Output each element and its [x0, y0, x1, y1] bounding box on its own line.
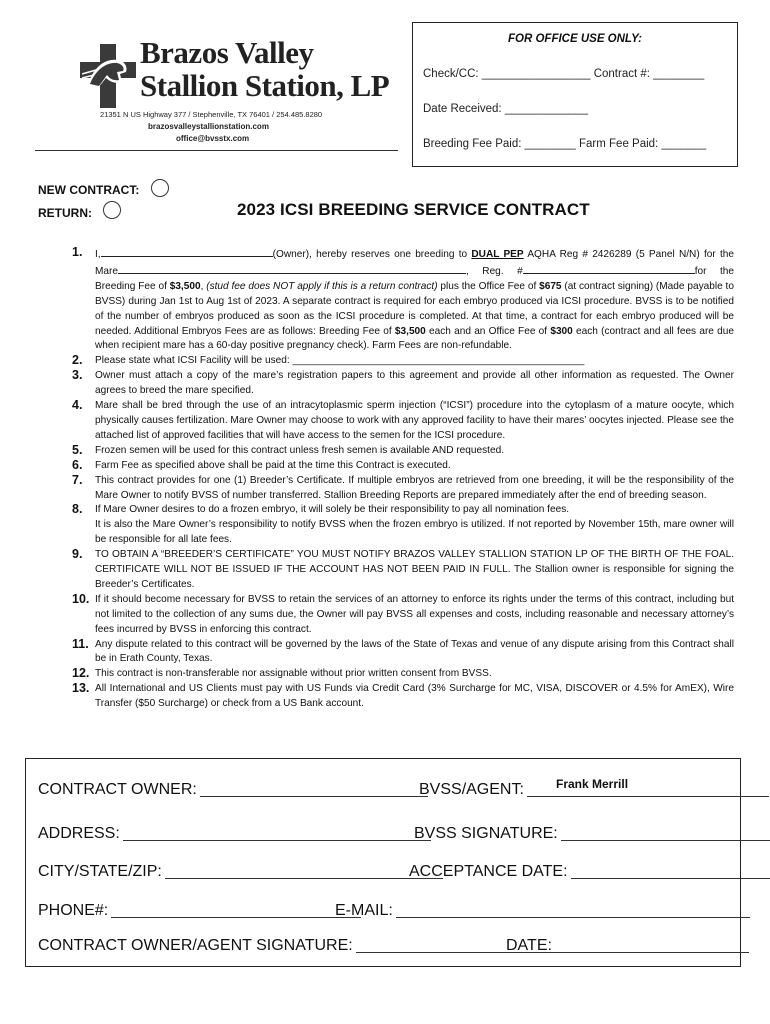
term-text: , [200, 280, 204, 292]
date-line[interactable] [555, 951, 749, 953]
bvss-agent-label: BVSS/AGENT: [419, 781, 524, 798]
term-text: AQHA Reg # 2426289 (5 Panel N/N) [527, 249, 700, 260]
term-4 [72, 399, 734, 444]
owner-name-blank[interactable] [101, 246, 273, 257]
term-text: This contract provides for one (1) Breeder’s Certificate. If multiple embryos are retrieved from one breeding, it will be the responsibility of the Mare Owner to notify BVSS of number transferred. Stallion Breeding Reports are prepared immediately after the end of breeding season. [95, 474, 734, 501]
term-number: 5. [72, 442, 83, 457]
term-text: plus the Office Fee of [440, 280, 537, 292]
term-number: 10. [72, 591, 90, 606]
term-12 [72, 667, 734, 682]
term-number: 6. [72, 457, 83, 472]
acceptance-date-line[interactable] [571, 877, 770, 879]
email-line[interactable] [396, 916, 750, 918]
term-text: for the Mare [95, 249, 734, 277]
new-contract-radio[interactable] [151, 179, 169, 197]
bvss-signature-field[interactable] [414, 825, 770, 843]
term-13 [72, 682, 734, 712]
term-text: Frozen semen will be used for this contract unless fresh semen is available AND requested. [95, 444, 504, 456]
term-number: 4. [72, 398, 83, 413]
term-5 [72, 444, 734, 459]
city-state-zip-line[interactable] [165, 877, 443, 879]
phone-field[interactable] [38, 902, 361, 920]
term-text: It is also the Mare Owner’s responsibility to notify BVSS when the frozen embryo is utilized. If not reported by November 15th, mare owner will be responsible for all late fees. [95, 519, 734, 546]
term-text: If it should become necessary for BVSS to retain the services of an attorney to enforce its rights under the terms of this contract, including but not limited to the collection of any sums due, the Owner will pay BVSS all expenses and costs, including reasonable and necessary attorney’s fees incurred by BVSS in enforcing this contract. [95, 593, 734, 635]
term-text: Mare shall be bred through the use of an intracytoplasmic sperm injection (“ICSI”) procedure into the cytoplasm of a mature oocyte, which physically causes fertilization. Mare Owner may choose to work with any approved facility to have their mares’ oocytes injected. Please see the attached list of approved facilities that will have access to the semen for the ICSI procedure. [95, 400, 734, 441]
agent-name: Frank Merrill [556, 777, 629, 791]
return-label: RETURN: [38, 206, 92, 220]
bvss-agent-line[interactable] [527, 795, 769, 797]
contract-title: 2023 ICSI BREEDING SERVICE CONTRACT [237, 200, 590, 219]
contract-terms [72, 246, 734, 712]
horse-head-cross-logo-icon [80, 44, 136, 108]
stallion-name: DUAL PEP [471, 249, 524, 260]
address-field[interactable] [38, 825, 431, 843]
company-address: 21351 N US Highway 377 / Stephenville, TX 76401 / 254.485.8280 [100, 110, 323, 119]
company-name-line2: Stallion Station, LP [140, 68, 390, 103]
date-received-field[interactable]: Date Received: _____________ [423, 103, 588, 115]
term-1 [72, 246, 734, 354]
city-state-zip-field[interactable] [38, 863, 443, 881]
term-number: 13. [72, 681, 90, 696]
term-text: Farm Fee as specified above shall be paid at the time this Contract is executed. [95, 459, 451, 471]
term-2 [72, 354, 734, 369]
term-text: If Mare Owner desires to do a frozen embryo, it will solely be their responsibility to pay all nomination fees. [95, 504, 570, 516]
term-number: 12. [72, 666, 90, 681]
term-text: Please state what ICSI Facility will be used: [95, 355, 290, 367]
company-email: office@bvsstx.com [176, 134, 250, 143]
term-text: each and an Office Fee of [429, 325, 548, 337]
term-number: 2. [72, 353, 83, 368]
term-text: the Breeding Fee of [95, 265, 734, 292]
bvss-signature-line[interactable] [561, 839, 770, 841]
owner-agent-signature-label: CONTRACT OWNER/AGENT SIGNATURE: [38, 937, 353, 954]
icsi-facility-blank[interactable]: ____________________________________________________ [292, 355, 585, 367]
company-name-line1: Brazos Valley [140, 35, 314, 70]
office-use-box [412, 22, 738, 167]
term-text: I, [95, 249, 101, 260]
term-10 [72, 593, 734, 638]
additional-breeding-fee: $3,500 [394, 325, 426, 337]
signature-box [25, 758, 741, 967]
term-text: each (contract and all fees are due when recipient mare has a 60-day positive pregnancy check). Farm Fees are non-refundable. [95, 325, 734, 352]
term-9 [72, 548, 734, 593]
term-number: 9. [72, 547, 83, 562]
acceptance-date-field[interactable] [409, 863, 770, 881]
term-number: 11. [72, 636, 89, 651]
address-line[interactable] [123, 839, 431, 841]
city-state-zip-label: CITY/STATE/ZIP: [38, 863, 162, 880]
term-6 [72, 459, 734, 474]
term-8 [72, 503, 734, 548]
date-label: DATE: [506, 937, 552, 954]
email-field[interactable] [335, 902, 750, 920]
term-3 [72, 369, 734, 399]
term-text: All International and US Clients must pay with US Funds via Credit Card (3% Surcharge for MC, VISA, DISCOVER or 4.5% for AmEX), Wire Transfer ($50 Surcharge) or check from a US Bank account. [95, 683, 734, 710]
term-text: (at contract signing) (Made payable to BVSS) during Jan 1st to Aug 1st of 2023. A separate contract is required for each embryo produced via ICSI procedure. BVSS is to be notified of the number of embryos produced as soon as the ICSI procedure is completed. At that time, a contract for each embryo produced will be needed. Additional Embryos Fees are as follows: Breeding Fee of [95, 280, 734, 337]
term-text: for [694, 265, 707, 277]
term-text: Owner must attach a copy of the mare’s registration papers to this agreement and provide all other information as requested. The Owner agrees to breed the mare specified. [95, 370, 734, 397]
term-text: Any dispute related to this contract will be governed by the laws of the State of Texas and venue of any dispute arising from this Contract shall be in Erath County, Texas. [95, 638, 734, 665]
contract-owner-line[interactable] [200, 795, 428, 797]
mare-reg-blank[interactable] [523, 263, 695, 274]
office-fee: $675 [539, 280, 562, 292]
acceptance-date-label: ACCEPTANCE DATE: [409, 863, 568, 880]
term-number: 3. [72, 368, 83, 383]
phone-line[interactable] [111, 916, 361, 918]
term-7 [72, 474, 734, 504]
term-11 [72, 638, 734, 668]
bvss-signature-label: BVSS SIGNATURE: [414, 825, 558, 842]
term-text: TO OBTAIN A “BREEDER’S CERTIFICATE” YOU MUST NOTIFY BRAZOS VALLEY STALLION STATION LP OF THE BIRTH OF THE FOAL. CERTIFICATE WILL NOT BE ISSUED IF THE ACCOUNT HAS NOT BEEN PAID IN FULL. The Stallion owner is responsible for signing the Breeder’s Certificates. [95, 549, 734, 590]
office-use-title: FOR OFFICE USE ONLY: [508, 33, 642, 45]
term-number: 1. [72, 245, 83, 259]
address-label: ADDRESS: [38, 825, 120, 842]
term-text: This contract is non-transferable nor assignable without prior written consent from BVSS. [95, 668, 492, 680]
date-field[interactable] [506, 937, 749, 955]
new-contract-label: NEW CONTRACT: [38, 183, 140, 197]
stud-fee-note: (stud fee does NOT apply if this is a return contract) [206, 280, 438, 292]
company-website: brazosvalleystallionstation.com [148, 122, 269, 131]
term-number: 8. [72, 502, 83, 517]
contract-owner-field[interactable] [38, 781, 428, 799]
contract-owner-label: CONTRACT OWNER: [38, 781, 197, 798]
email-label: E-MAIL: [335, 902, 393, 919]
fees-paid-field[interactable]: Breeding Fee Paid: ________ Farm Fee Paid: _______ [423, 138, 707, 150]
term-text: , Reg. # [466, 265, 523, 277]
additional-office-fee: $300 [550, 325, 573, 337]
return-radio[interactable] [103, 201, 121, 219]
mare-name-blank[interactable] [118, 263, 466, 274]
breeding-fee: $3,500 [169, 280, 201, 292]
term-text: (Owner), hereby reserves one breeding to [272, 249, 468, 260]
term-number: 7. [72, 472, 83, 487]
phone-label: PHONE#: [38, 902, 109, 919]
check-contract-field[interactable]: Check/CC: _________________ Contract #: ________ [423, 68, 705, 80]
header-divider [35, 150, 398, 151]
